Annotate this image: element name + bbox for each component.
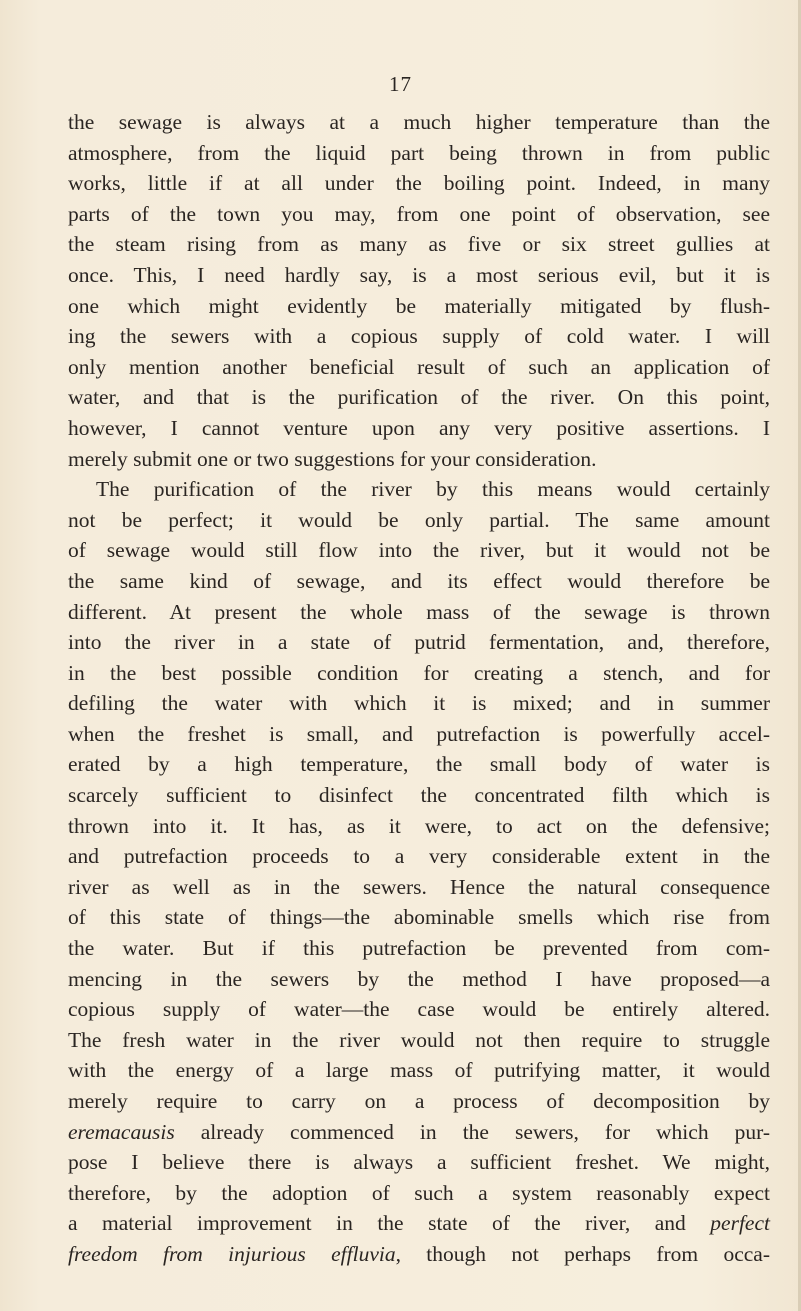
text-line: The fresh water in the river would not then require to struggle (68, 1027, 770, 1052)
text-line: when the freshet is small, and putrefaction is powerfully accel- (68, 721, 770, 746)
body-text (68, 107, 770, 1270)
text-line: atmosphere, from the liquid part being thrown in from public (68, 140, 770, 165)
text-line (68, 1117, 770, 1148)
text-line: one which might evidently be materially mitigated by flush- (68, 293, 770, 318)
text-line: into the river in a state of putrid fermentation, and, therefore, (68, 630, 770, 655)
text-line: scarcely sufficient to disinfect the concentrated filth which is (68, 783, 770, 808)
text-line: not be perfect; it would be only partial. The same amount (68, 507, 770, 532)
text-line: merely submit one or two suggestions for your consideration. (68, 446, 597, 471)
text-line: mencing in the sewers by the method I have proposed—a (68, 966, 770, 991)
text-fragment: , though not perhaps from occa- (395, 1241, 770, 1266)
text-line: however, I cannot venture upon any very positive assertions. I (68, 415, 770, 440)
text-line: in the best possible condition for creating a stench, and for (68, 660, 770, 685)
text-line: different. At present the whole mass of the sewage is thrown (68, 599, 770, 624)
text-line: once. This, I need hardly say, is a most serious evil, but it is (68, 262, 770, 287)
text-line: erated by a high temperature, the small body of water is (68, 752, 770, 777)
text-line: with the energy of a large mass of putrifying matter, it would (68, 1058, 770, 1083)
text-line: of sewage would still flow into the river, but it would not be (68, 538, 770, 563)
text-line (68, 1239, 770, 1270)
italic-term: perfect (710, 1211, 770, 1236)
text-line: pose I believe there is always a sufficient freshet. We might, (68, 1150, 770, 1175)
text-line: the steam rising from as many as five or six street gullies at (68, 232, 770, 257)
page-number: 17 (389, 72, 412, 96)
text-line: the same kind of sewage, and its effect would therefore be (68, 568, 770, 593)
text-line: river as well as in the sewers. Hence the natural consequence (68, 874, 770, 899)
text-fragment: already commenced in the sewers, for which pur- (174, 1119, 770, 1144)
text-line: therefore, by the adoption of such a system reasonably expect (68, 1180, 770, 1205)
text-line: parts of the town you may, from one point of observation, see (68, 201, 770, 226)
text-line: The purification of the river by this means would certainly (96, 477, 770, 502)
text-line: water, and that is the purification of the river. On this point, (68, 385, 770, 410)
italic-term: eremacausis (68, 1119, 175, 1144)
text-line: of this state of things—the abominable smells which rise from (68, 905, 770, 930)
text-line (68, 1208, 770, 1239)
text-line: ing the sewers with a copious supply of cold water. I will (68, 324, 770, 349)
text-line: defiling the water with which it is mixed; and in summer (68, 691, 770, 716)
text-line: the sewage is always at a much higher temperature than the (68, 110, 770, 134)
text-line: works, little if at all under the boiling point. Indeed, in many (68, 171, 770, 196)
text-line: thrown into it. It has, as it were, to act on the defensive; (68, 813, 770, 838)
text-line: copious supply of water—the case would be entirely altered. (68, 997, 770, 1022)
text-line: only mention another beneficial result of such an application of (68, 354, 770, 379)
text-line: and putrefaction proceeds to a very considerable extent in the (68, 844, 770, 869)
text-fragment: a material improvement in the state of the river, and (68, 1211, 711, 1236)
italic-term: freedom from injurious effluvia (68, 1241, 396, 1266)
text-line: the water. But if this putrefaction be prevented from com- (68, 936, 770, 961)
text-line: merely require to carry on a process of decomposition by (68, 1089, 770, 1113)
